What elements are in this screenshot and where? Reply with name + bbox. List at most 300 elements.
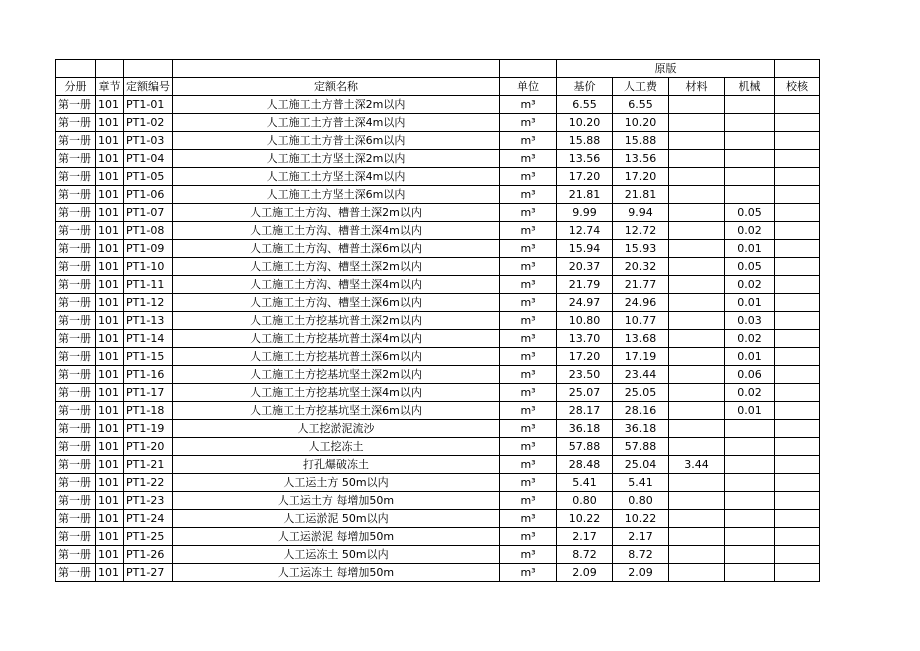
cell-unit[interactable]: m³ [500,420,557,438]
cell-base-price[interactable]: 21.81 [557,186,613,204]
cell-quota-code[interactable]: PT1-15 [124,348,173,366]
header-check[interactable]: 校核 [775,78,820,96]
cell-volume[interactable]: 第一册 [56,384,96,402]
cell-material[interactable] [669,276,725,294]
cell-volume[interactable]: 第一册 [56,456,96,474]
cell-base-price[interactable]: 15.94 [557,240,613,258]
cell-unit[interactable]: m³ [500,294,557,312]
table-row [56,294,820,312]
header-unit[interactable]: 单位 [500,78,557,96]
cell-unit[interactable]: m³ [500,528,557,546]
cell-unit[interactable]: m³ [500,348,557,366]
blank-cell[interactable] [500,60,557,78]
cell-quota-name[interactable]: 人工运冻土 50m以内 [173,546,500,564]
cell-labor-cost[interactable]: 2.17 [613,528,669,546]
cell-unit[interactable]: m³ [500,186,557,204]
cell-volume[interactable]: 第一册 [56,96,96,114]
cell-labor-cost[interactable]: 17.19 [613,348,669,366]
cell-material[interactable] [669,528,725,546]
cell-material[interactable] [669,204,725,222]
cell-check[interactable] [775,384,820,402]
cell-volume[interactable]: 第一册 [56,204,96,222]
cell-chapter[interactable]: 101 [96,564,124,582]
cell-check[interactable] [775,366,820,384]
cell-check[interactable] [775,492,820,510]
cell-unit[interactable]: m³ [500,402,557,420]
cell-material[interactable] [669,564,725,582]
cell-chapter[interactable]: 101 [96,276,124,294]
header-volume[interactable]: 分册 [56,78,96,96]
cell-quota-name[interactable]: 人工施工土方普土深2m以内 [173,96,500,114]
cell-quota-name[interactable]: 人工施工土方挖基坑普土深6m以内 [173,348,500,366]
cell-base-price[interactable]: 2.09 [557,564,613,582]
cell-unit[interactable]: m³ [500,456,557,474]
cell-labor-cost[interactable]: 2.09 [613,564,669,582]
cell-volume[interactable]: 第一册 [56,222,96,240]
cell-volume[interactable]: 第一册 [56,276,96,294]
cell-chapter[interactable]: 101 [96,456,124,474]
cell-quota-code[interactable]: PT1-10 [124,258,173,276]
cell-volume[interactable]: 第一册 [56,294,96,312]
table-row [56,168,820,186]
cell-chapter[interactable]: 101 [96,96,124,114]
cell-labor-cost[interactable]: 6.55 [613,96,669,114]
cell-check[interactable] [775,438,820,456]
cell-quota-code[interactable]: PT1-23 [124,492,173,510]
cell-labor-cost[interactable]: 21.77 [613,276,669,294]
cell-base-price[interactable]: 2.17 [557,528,613,546]
cell-check[interactable] [775,222,820,240]
cell-quota-name[interactable]: 人工施工土方挖基坑坚土深6m以内 [173,402,500,420]
cell-volume[interactable]: 第一册 [56,402,96,420]
cell-quota-name[interactable]: 人工运淤泥 50m以内 [173,510,500,528]
header-material[interactable]: 材料 [669,78,725,96]
cell-quota-code[interactable]: PT1-22 [124,474,173,492]
cell-quota-name[interactable]: 人工施工土方沟、槽普土深4m以内 [173,222,500,240]
cell-quota-code[interactable]: PT1-01 [124,96,173,114]
cell-material[interactable] [669,222,725,240]
cell-machinery[interactable] [725,96,775,114]
cell-machinery[interactable] [725,438,775,456]
cell-base-price[interactable]: 25.07 [557,384,613,402]
cell-unit[interactable]: m³ [500,168,557,186]
cell-check[interactable] [775,546,820,564]
cell-chapter[interactable]: 101 [96,510,124,528]
cell-material[interactable] [669,348,725,366]
cell-machinery[interactable]: 0.02 [725,222,775,240]
cell-unit[interactable]: m³ [500,132,557,150]
cell-quota-code[interactable]: PT1-18 [124,402,173,420]
cell-machinery[interactable] [725,150,775,168]
cell-chapter[interactable]: 101 [96,312,124,330]
cell-check[interactable] [775,564,820,582]
cell-labor-cost[interactable]: 5.41 [613,474,669,492]
cell-quota-name[interactable]: 人工施工土方挖基坑坚土深2m以内 [173,366,500,384]
cell-chapter[interactable]: 101 [96,384,124,402]
cell-labor-cost[interactable]: 12.72 [613,222,669,240]
cell-machinery[interactable] [725,168,775,186]
table-row [56,240,820,258]
cell-labor-cost[interactable]: 36.18 [613,420,669,438]
cell-unit[interactable]: m³ [500,492,557,510]
cell-material[interactable] [669,438,725,456]
cell-quota-code[interactable]: PT1-05 [124,168,173,186]
header-quota-code[interactable]: 定额编号 [124,78,173,96]
cell-quota-code[interactable]: PT1-13 [124,312,173,330]
cell-unit[interactable]: m³ [500,384,557,402]
cell-unit[interactable]: m³ [500,240,557,258]
cell-quota-code[interactable]: PT1-08 [124,222,173,240]
cell-labor-cost[interactable]: 24.96 [613,294,669,312]
cell-base-price[interactable]: 20.37 [557,258,613,276]
cell-chapter[interactable]: 101 [96,420,124,438]
cell-quota-name[interactable]: 人工施工土方沟、槽普土深2m以内 [173,204,500,222]
cell-chapter[interactable]: 101 [96,438,124,456]
cell-check[interactable] [775,114,820,132]
cell-base-price[interactable]: 10.20 [557,114,613,132]
cell-material[interactable] [669,420,725,438]
cell-quota-name[interactable]: 人工运淤泥 每增加50m [173,528,500,546]
cell-check[interactable] [775,240,820,258]
cell-chapter[interactable]: 101 [96,222,124,240]
cell-material[interactable] [669,546,725,564]
cell-labor-cost[interactable]: 0.80 [613,492,669,510]
cell-quota-name[interactable]: 人工运冻土 每增加50m [173,564,500,582]
cell-base-price[interactable]: 24.97 [557,294,613,312]
cell-volume[interactable]: 第一册 [56,420,96,438]
cell-material[interactable] [669,384,725,402]
cell-base-price[interactable]: 8.72 [557,546,613,564]
cell-volume[interactable]: 第一册 [56,168,96,186]
table-row [56,564,820,582]
cell-machinery[interactable]: 0.02 [725,330,775,348]
cell-machinery[interactable]: 0.01 [725,294,775,312]
cell-check[interactable] [775,276,820,294]
cell-labor-cost[interactable]: 57.88 [613,438,669,456]
cell-quota-code[interactable]: PT1-07 [124,204,173,222]
cell-labor-cost[interactable]: 28.16 [613,402,669,420]
cell-quota-name[interactable]: 人工施工土方坚土深6m以内 [173,186,500,204]
cell-check[interactable] [775,132,820,150]
cell-machinery[interactable]: 0.02 [725,276,775,294]
cell-quota-name[interactable]: 人工运土方 50m以内 [173,474,500,492]
group-header-row [56,60,820,78]
cell-check[interactable] [775,474,820,492]
cell-machinery[interactable]: 0.05 [725,204,775,222]
cell-check[interactable] [775,168,820,186]
cell-chapter[interactable]: 101 [96,474,124,492]
cell-machinery[interactable] [725,492,775,510]
cell-volume[interactable]: 第一册 [56,240,96,258]
cell-base-price[interactable]: 23.50 [557,366,613,384]
table-row [56,402,820,420]
cell-quota-name[interactable]: 人工施工土方坚土深2m以内 [173,150,500,168]
cell-chapter[interactable]: 101 [96,330,124,348]
cell-unit[interactable]: m³ [500,204,557,222]
cell-material[interactable] [669,474,725,492]
cell-base-price[interactable]: 10.80 [557,312,613,330]
cell-labor-cost[interactable]: 13.56 [613,150,669,168]
cell-base-price[interactable]: 12.74 [557,222,613,240]
cell-check[interactable] [775,312,820,330]
cell-chapter[interactable]: 101 [96,546,124,564]
cell-machinery[interactable]: 0.03 [725,312,775,330]
cell-volume[interactable]: 第一册 [56,564,96,582]
cell-chapter[interactable]: 101 [96,132,124,150]
cell-quota-code[interactable]: PT1-04 [124,150,173,168]
cell-check[interactable] [775,330,820,348]
cell-quota-name[interactable]: 人工施工土方普土深4m以内 [173,114,500,132]
table-row [56,258,820,276]
table-row [56,150,820,168]
cell-base-price[interactable]: 5.41 [557,474,613,492]
cell-check[interactable] [775,186,820,204]
table-row [56,384,820,402]
cell-labor-cost[interactable]: 10.77 [613,312,669,330]
cell-machinery[interactable]: 0.01 [725,402,775,420]
cell-volume[interactable]: 第一册 [56,348,96,366]
cell-material[interactable] [669,492,725,510]
cell-machinery[interactable] [725,546,775,564]
cell-base-price[interactable]: 15.88 [557,132,613,150]
cell-quota-name[interactable]: 人工施工土方沟、槽坚土深4m以内 [173,276,500,294]
cell-machinery[interactable] [725,528,775,546]
cell-base-price[interactable]: 10.22 [557,510,613,528]
cell-chapter[interactable]: 101 [96,348,124,366]
cell-check[interactable] [775,456,820,474]
cell-material[interactable] [669,330,725,348]
cell-unit[interactable]: m³ [500,510,557,528]
cell-check[interactable] [775,204,820,222]
cell-quota-name[interactable]: 打孔爆破冻土 [173,456,500,474]
cell-base-price[interactable]: 13.70 [557,330,613,348]
cell-unit[interactable]: m³ [500,114,557,132]
cell-quota-code[interactable]: PT1-25 [124,528,173,546]
cell-check[interactable] [775,96,820,114]
cell-machinery[interactable]: 0.06 [725,366,775,384]
cell-base-price[interactable]: 6.55 [557,96,613,114]
cell-chapter[interactable]: 101 [96,168,124,186]
cell-quota-code[interactable]: PT1-20 [124,438,173,456]
cell-machinery[interactable] [725,186,775,204]
cell-labor-cost[interactable]: 25.04 [613,456,669,474]
cell-volume[interactable]: 第一册 [56,150,96,168]
cell-labor-cost[interactable]: 9.94 [613,204,669,222]
cell-check[interactable] [775,348,820,366]
cell-labor-cost[interactable]: 15.88 [613,132,669,150]
cell-labor-cost[interactable]: 20.32 [613,258,669,276]
cell-labor-cost[interactable]: 23.44 [613,366,669,384]
cell-material[interactable] [669,240,725,258]
cell-base-price[interactable]: 9.99 [557,204,613,222]
cell-material[interactable] [669,168,725,186]
cell-unit[interactable]: m³ [500,150,557,168]
cell-quota-name[interactable]: 人工施工土方挖基坑普土深4m以内 [173,330,500,348]
cell-material[interactable] [669,312,725,330]
cell-check[interactable] [775,258,820,276]
cell-chapter[interactable]: 101 [96,258,124,276]
cell-quota-code[interactable]: PT1-03 [124,132,173,150]
cell-quota-name[interactable]: 人工挖冻土 [173,438,500,456]
cell-quota-code[interactable]: PT1-17 [124,384,173,402]
cell-material[interactable]: 3.44 [669,456,725,474]
cell-volume[interactable]: 第一册 [56,474,96,492]
cell-machinery[interactable] [725,132,775,150]
cell-unit[interactable]: m³ [500,222,557,240]
cell-chapter[interactable]: 101 [96,402,124,420]
cell-volume[interactable]: 第一册 [56,438,96,456]
cell-machinery[interactable]: 0.05 [725,258,775,276]
cell-chapter[interactable]: 101 [96,186,124,204]
cell-material[interactable] [669,150,725,168]
cell-quota-name[interactable]: 人工施工土方坚土深4m以内 [173,168,500,186]
cell-material[interactable] [669,258,725,276]
cell-volume[interactable]: 第一册 [56,528,96,546]
cell-chapter[interactable]: 101 [96,204,124,222]
cell-base-price[interactable]: 17.20 [557,348,613,366]
cell-check[interactable] [775,150,820,168]
blank-cell[interactable] [124,60,173,78]
cell-chapter[interactable]: 101 [96,528,124,546]
blank-cell[interactable] [96,60,124,78]
cell-check[interactable] [775,510,820,528]
cell-chapter[interactable]: 101 [96,240,124,258]
cell-unit[interactable]: m³ [500,474,557,492]
cell-unit[interactable]: m³ [500,276,557,294]
table-row [56,96,820,114]
cell-machinery[interactable]: 0.01 [725,348,775,366]
cell-material[interactable] [669,510,725,528]
cell-quota-name[interactable]: 人工施工土方沟、槽坚土深6m以内 [173,294,500,312]
table-row [56,114,820,132]
cell-machinery[interactable] [725,510,775,528]
header-labor-cost[interactable]: 人工费 [613,78,669,96]
cell-base-price[interactable]: 17.20 [557,168,613,186]
cell-unit[interactable]: m³ [500,546,557,564]
cell-machinery[interactable] [725,474,775,492]
cell-material[interactable] [669,114,725,132]
cell-labor-cost[interactable]: 10.20 [613,114,669,132]
table-row [56,276,820,294]
cell-unit[interactable]: m³ [500,258,557,276]
cell-chapter[interactable]: 101 [96,150,124,168]
cell-machinery[interactable]: 0.01 [725,240,775,258]
cell-unit[interactable]: m³ [500,312,557,330]
cell-quota-name[interactable]: 人工施工土方沟、槽普土深6m以内 [173,240,500,258]
cell-machinery[interactable] [725,564,775,582]
cell-volume[interactable]: 第一册 [56,510,96,528]
cell-check[interactable] [775,420,820,438]
cell-machinery[interactable] [725,420,775,438]
cell-labor-cost[interactable]: 8.72 [613,546,669,564]
cell-labor-cost[interactable]: 15.93 [613,240,669,258]
cell-machinery[interactable] [725,456,775,474]
cell-unit[interactable]: m³ [500,330,557,348]
cell-volume[interactable]: 第一册 [56,366,96,384]
cell-base-price[interactable]: 28.17 [557,402,613,420]
cell-machinery[interactable] [725,114,775,132]
cell-material[interactable] [669,294,725,312]
cell-material[interactable] [669,132,725,150]
cell-quota-code[interactable]: PT1-16 [124,366,173,384]
cell-material[interactable] [669,96,725,114]
cell-check[interactable] [775,294,820,312]
cell-labor-cost[interactable]: 25.05 [613,384,669,402]
cell-machinery[interactable]: 0.02 [725,384,775,402]
cell-volume[interactable]: 第一册 [56,132,96,150]
cell-volume[interactable]: 第一册 [56,114,96,132]
cell-quota-code[interactable]: PT1-21 [124,456,173,474]
cell-quota-code[interactable]: PT1-11 [124,276,173,294]
cell-base-price[interactable]: 28.48 [557,456,613,474]
cell-quota-name[interactable]: 人工施工土方普土深6m以内 [173,132,500,150]
cell-quota-code[interactable]: PT1-24 [124,510,173,528]
cell-quota-name[interactable]: 人工施工土方挖基坑坚土深4m以内 [173,384,500,402]
cell-quota-code[interactable]: PT1-14 [124,330,173,348]
cell-quota-code[interactable]: PT1-27 [124,564,173,582]
blank-cell[interactable] [173,60,500,78]
cell-base-price[interactable]: 0.80 [557,492,613,510]
cell-material[interactable] [669,366,725,384]
cell-chapter[interactable]: 101 [96,114,124,132]
cell-chapter[interactable]: 101 [96,294,124,312]
header-base-price[interactable]: 基价 [557,78,613,96]
cell-base-price[interactable]: 13.56 [557,150,613,168]
cell-labor-cost[interactable]: 21.81 [613,186,669,204]
cell-unit[interactable]: m³ [500,438,557,456]
blank-cell[interactable] [56,60,96,78]
header-machinery[interactable]: 机械 [725,78,775,96]
cell-quota-code[interactable]: PT1-19 [124,420,173,438]
cell-base-price[interactable]: 21.79 [557,276,613,294]
cell-base-price[interactable]: 36.18 [557,420,613,438]
cell-check[interactable] [775,402,820,420]
cell-volume[interactable]: 第一册 [56,492,96,510]
cell-labor-cost[interactable]: 17.20 [613,168,669,186]
cell-quota-code[interactable]: PT1-12 [124,294,173,312]
cell-unit[interactable]: m³ [500,564,557,582]
cell-quota-name[interactable]: 人工施工土方沟、槽坚土深2m以内 [173,258,500,276]
cell-labor-cost[interactable]: 13.68 [613,330,669,348]
cell-quota-code[interactable]: PT1-02 [124,114,173,132]
cell-volume[interactable]: 第一册 [56,546,96,564]
cell-chapter[interactable]: 101 [96,366,124,384]
cell-volume[interactable]: 第一册 [56,330,96,348]
cell-volume[interactable]: 第一册 [56,312,96,330]
header-row [56,78,820,96]
cell-volume[interactable]: 第一册 [56,186,96,204]
cell-material[interactable] [669,186,725,204]
cell-check[interactable] [775,528,820,546]
cell-unit[interactable]: m³ [500,366,557,384]
cell-quota-name[interactable]: 人工挖淤泥流沙 [173,420,500,438]
cell-quota-name[interactable]: 人工施工土方挖基坑普土深2m以内 [173,312,500,330]
header-chapter[interactable]: 章节 [96,78,124,96]
group-header-original[interactable]: 原版 [557,60,775,78]
blank-cell[interactable] [775,60,820,78]
cell-chapter[interactable]: 101 [96,492,124,510]
cell-quota-code[interactable]: PT1-09 [124,240,173,258]
cell-quota-code[interactable]: PT1-26 [124,546,173,564]
cell-quota-name[interactable]: 人工运土方 每增加50m [173,492,500,510]
cell-unit[interactable]: m³ [500,96,557,114]
cell-quota-code[interactable]: PT1-06 [124,186,173,204]
cell-labor-cost[interactable]: 10.22 [613,510,669,528]
cell-volume[interactable]: 第一册 [56,258,96,276]
cell-base-price[interactable]: 57.88 [557,438,613,456]
header-quota-name[interactable]: 定额名称 [173,78,500,96]
cell-material[interactable] [669,402,725,420]
